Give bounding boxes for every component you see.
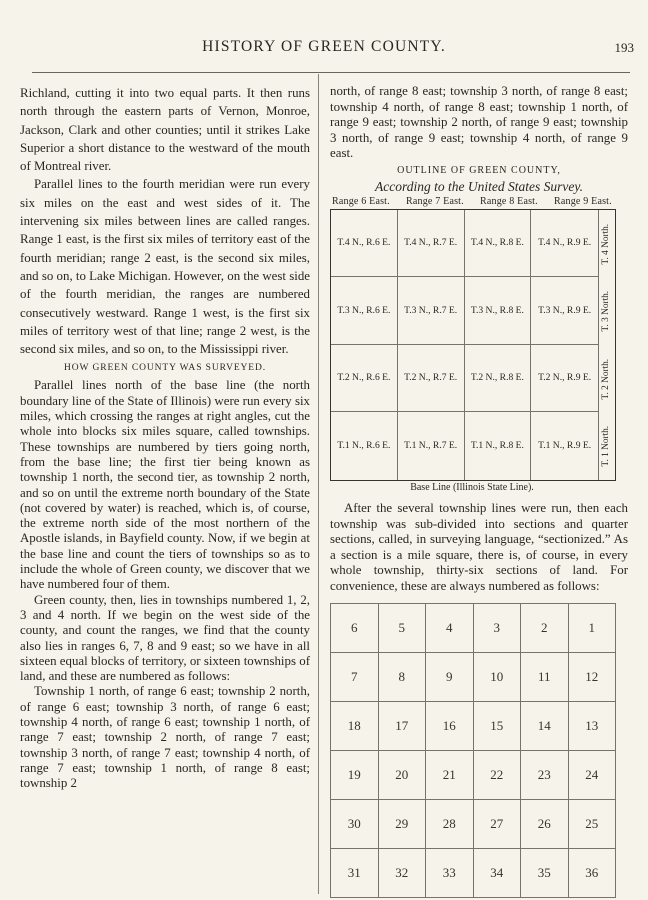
range-label: Range 8 East. [480,195,538,207]
figure-subtitle: According to the United States Survey. [375,178,583,194]
section-cell: 8 [378,652,426,701]
township-cell: T.3 N., R.8 E. [465,277,532,345]
section-cell: 6 [331,603,379,652]
township-cell: T.3 N., R.6 E. [331,277,398,345]
section-cell: 5 [378,603,426,652]
section-cell: 21 [426,750,474,799]
township-cell: T.3 N., R.7 E. [398,277,465,345]
section-cell: 18 [331,701,379,750]
paragraph-township-list-cont: north, of range 8 east; township 3 north, of range 8 east; township 4 north, of range 8 east; township 1 north, of range 9 east; township 2 north, of range 9 east; township 3 north, of range 9 east; township 4 north, of range 9 east. [330,84,628,161]
section-cell: 7 [331,652,379,701]
paragraph-green-county: Green county, then, lies in townships numbered 1, 2, 3 and 4 north. If we begin on the west side of the county, and count the ranges, we find that the county also lies in ranges 6, 7, 8 and 9 east; so we have in all sixteen equal blocks of territory, or sixteen townships of land, and these are numbered as follows: [20,592,310,684]
section-cell: 25 [568,799,616,848]
township-cell: T.1 N., R.6 E. [331,412,398,480]
section-cell: 34 [473,848,521,897]
tier-label: T. 4 North. [601,223,612,265]
section-cell: 2 [521,603,569,652]
tier-labels [598,210,615,480]
section-cell: 1 [568,603,616,652]
township-cell: T.2 N., R.9 E. [531,345,598,413]
section-row [331,652,616,701]
figure-title: OUTLINE OF GREEN COUNTY, [397,164,561,176]
paragraph-ranges: Parallel lines to the fourth meridian were run every six miles on the east and west sides of it. The intervening six miles between lines are called ranges. Range 1 east, is the first six miles of territory east of the fourth meridian; range 2 east, is the second six miles, and so on, to Lake Michigan. However, on the west side of the fourth meridian, the ranges are numbered consecutively westward. Range 1 west, is the first six miles of territory west of that line; range 2 west, is the second six miles, and so on, to the Mississippi river. [20,177,310,357]
running-head-title: HISTORY OF GREEN COUNTY. [202,38,446,55]
section-cell: 26 [521,799,569,848]
section-cell: 22 [473,750,521,799]
range-label: Range 6 East. [332,195,390,207]
paragraph-richland: Richland, cutting it into two equal parts. It then runs north through the eastern parts of Vernon, Monroe, Jackson, Clark and other counties; until it strikes Lake Superior a short distance to the westward of the mouth of Montreal river. [20,86,310,174]
column-divider [318,74,319,894]
township-cell: T.4 N., R.7 E. [398,210,465,278]
base-line-label: Base Line (Illinois State Line). [410,481,534,493]
township-cell: T.4 N., R.9 E. [531,210,598,278]
county-outline-figure [330,164,628,495]
range-label: Range 9 East. [554,195,612,207]
section-cell: 31 [331,848,379,897]
section-cell: 12 [568,652,616,701]
range-labels [330,195,628,208]
section-cell: 17 [378,701,426,750]
right-column [330,84,628,898]
range-label: Range 7 East. [406,195,464,207]
section-cell: 19 [331,750,379,799]
section-cell: 15 [473,701,521,750]
township-grid-map [330,209,616,481]
section-cell: 4 [426,603,474,652]
township-cell: T.1 N., R.8 E. [465,412,532,480]
township-cell: T.2 N., R.6 E. [331,345,398,413]
page-number: 193 [614,40,634,55]
township-cell: T.2 N., R.8 E. [465,345,532,413]
header-rule [32,72,630,73]
section-row [331,603,616,652]
section-cell: 24 [568,750,616,799]
left-column [20,84,310,791]
paragraph-sections: After the several township lines were run, then each township was sub-divided into sections and quarter sections, called, in surveying language, “sectionized.” As a section is a mile square, there is, of course, in every whole township, thirty-six sections of land. For convenience, these are always numbered as follows: [330,500,628,593]
township-cell: T.1 N., R.7 E. [398,412,465,480]
township-cell: T.4 N., R.6 E. [331,210,398,278]
section-cell: 3 [473,603,521,652]
tier-label: T. 2 North. [601,358,612,400]
tier-label: T. 3 North. [601,290,612,332]
section-cell: 29 [378,799,426,848]
section-cell: 11 [521,652,569,701]
section-row [331,799,616,848]
section-numbering-table [330,603,616,898]
section-cell: 28 [426,799,474,848]
township-cell: T.4 N., R.8 E. [465,210,532,278]
paragraph-townships: Parallel lines north of the base line (the north boundary line of the State of Illinois) were run every six miles, which crossing the ranges at right angles, cut the whole into blocks six miles square, called townships. These townships are numbered by tiers going north, from the base line; the first tier being known as township 1 north, the second tier, as township 2 north, and so on until the extreme north boundary of the State (not covered by water) is reached, which is, of course, the extreme north side of the most northern of the Apostle islands, in Bayfield county. Now, if we begin at the base line and count the tiers of townships so as to include the whole of Green county, we discover that we have numbered four of them. [20,378,310,592]
section-cell: 13 [568,701,616,750]
section-cell: 20 [378,750,426,799]
township-cell: T.2 N., R.7 E. [398,345,465,413]
section-cell: 10 [473,652,521,701]
section-cell: 23 [521,750,569,799]
section-cell: 33 [426,848,474,897]
section-row [331,750,616,799]
section-heading: HOW GREEN COUNTY WAS SURVEYED. [63,363,267,374]
section-row [331,848,616,897]
township-cell: T.3 N., R.9 E. [531,277,598,345]
section-row [331,701,616,750]
section-cell: 14 [521,701,569,750]
section-cell: 30 [331,799,379,848]
tier-label: T. 1 North. [601,425,612,467]
section-cell: 36 [568,848,616,897]
paragraph-township-list: Township 1 north, of range 6 east; township 2 north, of range 6 east; township 3 north, of range 6 east; township 4 north, of range 6 east; township 1 north, of range 7 east; township 2 north, of range 7 east; township 3 north, of range 7 east; township 4 north, of range 7 east; township 1 north, of range 8 east; township 2 [20,684,310,791]
section-cell: 16 [426,701,474,750]
section-cell: 9 [426,652,474,701]
township-cell: T.1 N., R.9 E. [538,440,592,452]
section-cell: 32 [378,848,426,897]
township-grid [331,210,598,480]
section-cell: 35 [521,848,569,897]
section-cell: 27 [473,799,521,848]
